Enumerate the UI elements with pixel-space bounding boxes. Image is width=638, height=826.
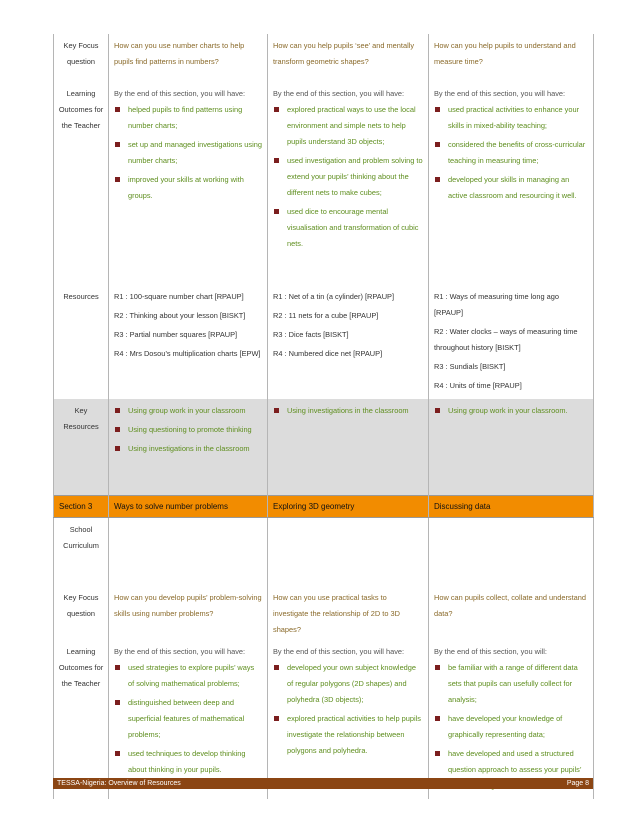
outcomes-lead: By the end of this section, you will have:	[114, 89, 246, 98]
list-item: considered the benefits of cross-curricular teaching in measuring time;	[434, 137, 588, 169]
resource-item: R2 : Water clocks – ways of measuring time throughout history [BISKT]	[434, 327, 578, 352]
row-label-school-curriculum: School Curriculum	[54, 517, 109, 586]
list-item: Using group work in your classroom.	[434, 403, 588, 419]
square-bullet-icon	[274, 665, 279, 670]
square-bullet-icon	[115, 408, 120, 413]
learning-outcomes-cell	[109, 82, 268, 285]
square-bullet-icon	[274, 209, 279, 214]
key-resources-cell	[429, 399, 594, 495]
row-label-learning-outcomes: Learning Outcomes for the Teacher	[54, 82, 109, 285]
section-header-row	[54, 495, 594, 517]
resource-item: R1 : 100-square number chart [RPAUP]	[114, 292, 244, 301]
curriculum-cell	[429, 517, 594, 586]
key-focus-row	[54, 586, 594, 640]
school-curriculum-row	[54, 517, 594, 586]
section-title: Discussing data	[429, 495, 594, 517]
learning-outcomes-row	[54, 82, 594, 285]
list-item: helped pupils to find patterns using number charts;	[114, 102, 262, 134]
resource-item: R1 : Net of a tin (a cylinder) [RPAUP]	[273, 292, 395, 301]
square-bullet-icon	[115, 427, 120, 432]
resource-item: R2 : Thinking about your lesson [BISKT]	[114, 311, 246, 320]
list-item: used techniques to develop thinking about thinking in your pupils.	[114, 746, 262, 778]
list-item: developed your skills in managing an active classroom and resourcing it well.	[434, 172, 588, 204]
key-resources-cell	[109, 399, 268, 495]
list-item: Using group work in your classroom	[114, 403, 262, 419]
row-label-key-focus: Key Focus question	[54, 586, 109, 640]
square-bullet-icon	[274, 158, 279, 163]
list-item: Using investigations in the classroom	[273, 403, 423, 419]
square-bullet-icon	[115, 665, 120, 670]
square-bullet-icon	[435, 177, 440, 182]
learning-outcomes-cell	[109, 640, 268, 799]
key-focus-question: How can you develop pupils’ problem-solving skills using number problems?	[109, 586, 268, 640]
key-resources-cell	[268, 399, 429, 495]
square-bullet-icon	[435, 408, 440, 413]
resources-cell	[268, 285, 429, 399]
square-bullet-icon	[115, 700, 120, 705]
resource-item: R1 : Ways of measuring time long ago [RPAUP]	[434, 292, 560, 317]
resource-item: R3 : Dice facts [BISKT]	[273, 330, 349, 339]
learning-outcomes-cell	[429, 82, 594, 285]
list-item: Using investigations in the classroom	[114, 441, 262, 457]
footer-title: TESSA-Nigeria: Overview of Resources	[57, 780, 181, 787]
outcomes-lead: By the end of this section, you will have:	[273, 647, 405, 656]
list-item: have developed your knowledge of graphically representing data;	[434, 711, 588, 743]
resource-item: R4 : Numbered dice net [RPAUP]	[273, 349, 383, 358]
square-bullet-icon	[115, 751, 120, 756]
page-footer	[53, 778, 593, 789]
page-number: Page 8	[566, 780, 589, 787]
list-item: set up and managed investigations using number charts;	[114, 137, 262, 169]
row-label-key-focus: Key Focus question	[54, 34, 109, 82]
square-bullet-icon	[115, 177, 120, 182]
resource-item: R3 : Sundials [BISKT]	[434, 362, 506, 371]
section-title: Ways to solve number problems	[109, 495, 268, 517]
square-bullet-icon	[435, 142, 440, 147]
key-focus-row	[54, 34, 594, 82]
resources-cell	[429, 285, 594, 399]
list-item: used investigation and problem solving to extend your pupils’ thinking about the different nets to make cubes;	[273, 153, 423, 201]
key-focus-question: How can you help pupils ‘see’ and mentally transform geometric shapes?	[268, 34, 429, 82]
section-label: Section 3	[54, 495, 109, 517]
outcomes-lead: By the end of this section, you will have:	[434, 89, 566, 98]
list-item: used strategies to explore pupils’ ways of solving mathematical problems;	[114, 660, 262, 692]
square-bullet-icon	[435, 107, 440, 112]
square-bullet-icon	[435, 665, 440, 670]
key-resources-row	[54, 399, 594, 495]
learning-outcomes-cell	[268, 640, 429, 799]
learning-outcomes-row	[54, 640, 594, 799]
list-item: used dice to encourage mental visualisation and transformation of cubic nets.	[273, 204, 423, 252]
square-bullet-icon	[274, 107, 279, 112]
outcomes-lead: By the end of this section, you will have:	[114, 647, 246, 656]
square-bullet-icon	[435, 751, 440, 756]
list-item: used practical activities to enhance your skills in mixed-ability teaching;	[434, 102, 588, 134]
square-bullet-icon	[115, 446, 120, 451]
resource-item: R2 : 11 nets for a cube [RPAUP]	[273, 311, 379, 320]
key-focus-question: How can you use practical tasks to investigate the relationship of 2D to 3D shapes?	[268, 586, 429, 640]
outcomes-lead: By the end of this section, you will have:	[273, 89, 405, 98]
resources-overview-table	[53, 34, 594, 799]
row-label-learning-outcomes: Learning Outcomes for the Teacher	[54, 640, 109, 799]
list-item: developed your own subject knowledge of regular polygons (2D shapes) and polyhedra (3D objects);	[273, 660, 423, 708]
curriculum-cell	[109, 517, 268, 586]
list-item: be familiar with a range of different data sets that pupils can usefully collect for analysis;	[434, 660, 588, 708]
resources-cell	[109, 285, 268, 399]
key-focus-question: How can pupils collect, collate and understand data?	[429, 586, 594, 640]
square-bullet-icon	[115, 107, 120, 112]
row-label-resources: Resources	[54, 285, 109, 399]
list-item: distinguished between deep and superficial features of mathematical problems;	[114, 695, 262, 743]
curriculum-cell	[268, 517, 429, 586]
list-item: Using questioning to promote thinking	[114, 422, 262, 438]
list-item: improved your skills at working with groups.	[114, 172, 262, 204]
key-focus-question: How can you use number charts to help pupils find patterns in numbers?	[109, 34, 268, 82]
learning-outcomes-cell	[268, 82, 429, 285]
list-item: explored practical activities to help pupils investigate the relationship between polygons and polyhedra.	[273, 711, 423, 759]
section-title: Exploring 3D geometry	[268, 495, 429, 517]
resources-row	[54, 285, 594, 399]
key-focus-question: How can you help pupils to understand and measure time?	[429, 34, 594, 82]
square-bullet-icon	[274, 716, 279, 721]
square-bullet-icon	[274, 408, 279, 413]
resource-item: R4 : Units of time [RPAUP]	[434, 381, 522, 390]
square-bullet-icon	[435, 716, 440, 721]
row-label-key-resources: Key Resources	[54, 399, 109, 495]
square-bullet-icon	[115, 142, 120, 147]
learning-outcomes-cell	[429, 640, 594, 799]
resource-item: R4 : Mrs Dosou’s multiplication charts [EPW]	[114, 349, 261, 358]
list-item: have developed and used a structured question approach to assess your pupils’	[434, 746, 588, 794]
outcomes-lead: By the end of this section, you will:	[434, 647, 547, 656]
resource-item: R3 : Partial number squares [RPAUP]	[114, 330, 238, 339]
list-item: explored practical ways to use the local environment and simple nets to help pupils understand 3D objects;	[273, 102, 423, 150]
